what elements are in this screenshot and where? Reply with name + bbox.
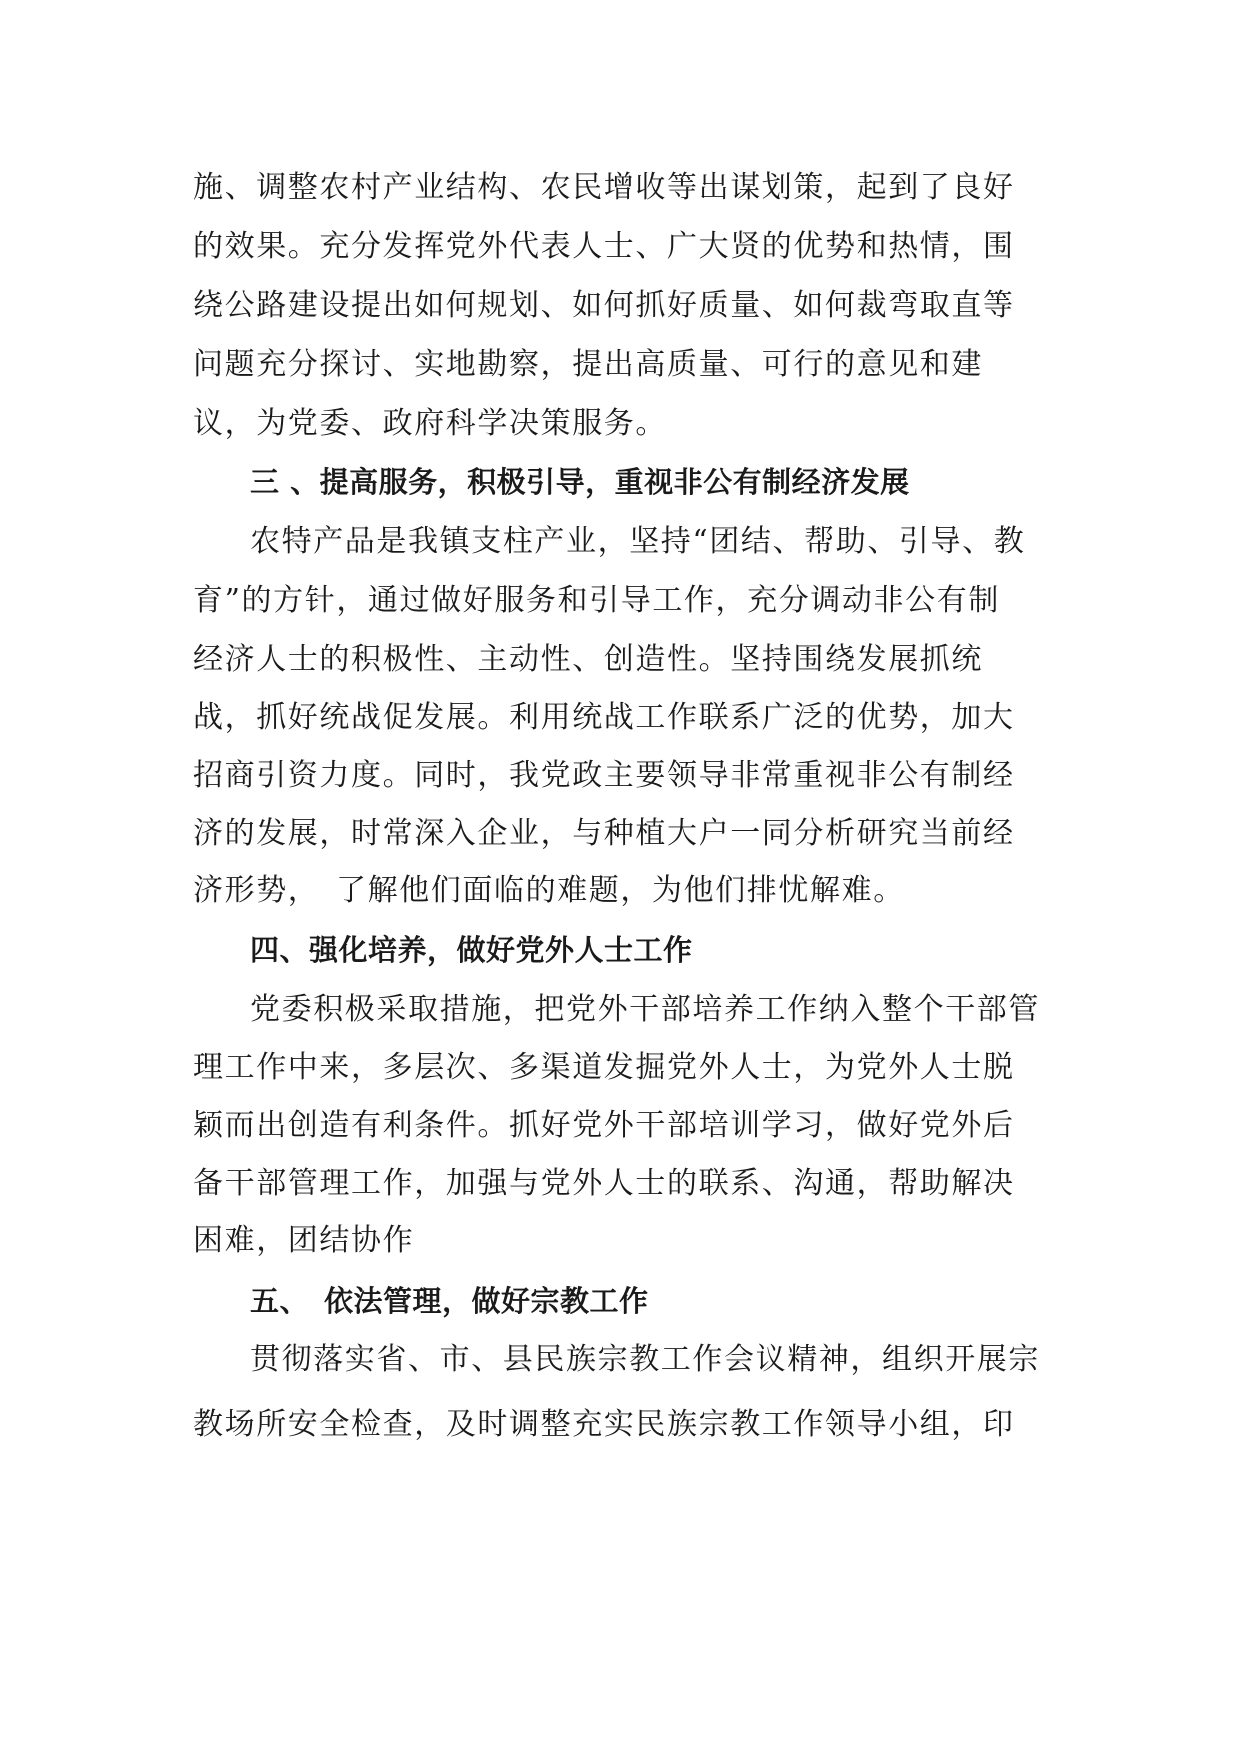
body-text-line: 绕公路建设提出如何规划、如何抓好质量、如何裁弯取直等	[193, 288, 1015, 323]
body-text-line: 理工作中来，多层次、多渠道发掘党外人士，为党外人士脱	[193, 1050, 1015, 1085]
section-heading-4: 四、强化培养，做好党外人士工作	[250, 933, 693, 967]
body-text-line: 问题充分探讨、实地勘察，提出高质量、可行的意见和建	[193, 347, 983, 382]
body-text-line: 备干部管理工作，加强与党外人士的联系、沟通，帮助解决	[193, 1166, 1015, 1201]
body-text-line: 农特产品是我镇支柱产业，坚持“团结、帮助、引导、教	[250, 524, 1026, 559]
body-text-line: 施、调整农村产业结构、农民增收等出谋划策，起到了良好	[193, 170, 1015, 205]
body-text-line: 招商引资力度。同时，我党政主要领导非常重视非公有制经	[193, 758, 1015, 793]
body-text-line: 经济人士的积极性、主动性、创造性。坚持围绕发展抓统	[193, 642, 983, 677]
body-text-line: 党委积极采取措施，把党外干部培养工作纳入整个干部管	[250, 992, 1040, 1027]
body-text-line: 议，为党委、政府科学决策服务。	[193, 406, 667, 441]
body-text-line: 困难，团结协作	[193, 1223, 415, 1258]
section-heading-5: 五、 依法管理，做好宗教工作	[250, 1284, 649, 1318]
body-text-line: 济的发展，时常深入企业，与种植大户一同分析研究当前经	[193, 816, 1015, 851]
body-text-line: 教场所安全检查，及时调整充实民族宗教工作领导小组，印	[193, 1407, 1015, 1442]
body-text-line: 济形势， 了解他们面临的难题，为他们排忧解难。	[193, 873, 905, 908]
body-text-line: 颖而出创造有利条件。抓好党外干部培训学习，做好党外后	[193, 1108, 1015, 1143]
body-text-line: 贯彻落实省、市、县民族宗教工作会议精神，组织开展宗	[250, 1342, 1040, 1377]
section-heading-3: 三 、提高服务，积极引导，重视非公有制经济发展	[250, 465, 910, 499]
body-text-line: 育”的方针，通过做好服务和引导工作，充分调动非公有制	[193, 583, 1000, 618]
body-text-line: 的效果。充分发挥党外代表人士、广大贤的优势和热情，围	[193, 229, 1015, 264]
body-text-line: 战，抓好统战促发展。利用统战工作联系广泛的优势，加大	[193, 700, 1015, 735]
